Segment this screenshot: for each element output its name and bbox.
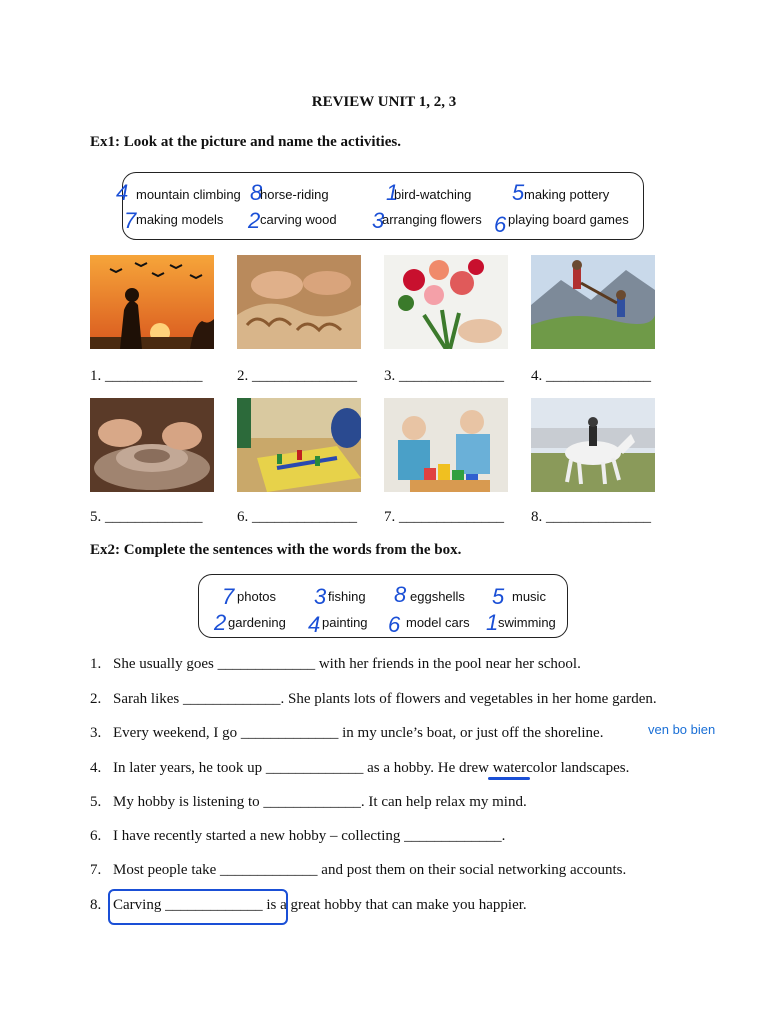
word-playing-board-games: playing board games xyxy=(508,212,629,227)
photo-making-pottery xyxy=(90,398,214,492)
answer-line-5[interactable]: 5. _____________ xyxy=(90,509,203,525)
word-horse-riding: horse-riding xyxy=(260,187,329,202)
photo-carving-wood xyxy=(237,255,361,349)
word-making-pottery: making pottery xyxy=(524,187,610,202)
handwritten-note: ven bo bien xyxy=(648,722,716,737)
sentence-number: 8. xyxy=(90,897,102,913)
handwritten-circle xyxy=(108,889,288,925)
ex2-heading: Ex2: Complete the sentences with the words from the box. xyxy=(90,542,462,558)
handwritten-number: 1 xyxy=(386,180,399,205)
handwritten-number: 2 xyxy=(214,610,227,635)
photo-playing-board-games xyxy=(237,398,361,492)
word-swimming: swimming xyxy=(498,615,556,630)
sentence-2 xyxy=(90,691,657,708)
sentence-4 xyxy=(90,760,629,777)
answer-line-8[interactable]: 8. ______________ xyxy=(531,509,651,525)
photo-arranging-flowers xyxy=(384,255,508,349)
answer-line-4[interactable]: 4. ______________ xyxy=(531,368,651,384)
handwritten-number: 4 xyxy=(116,180,129,205)
word-fishing: fishing xyxy=(328,589,366,604)
sentence-text: My hobby is listening to _____________. It can help relax my mind. xyxy=(113,794,527,810)
sentence-5 xyxy=(90,794,527,811)
handwritten-underline xyxy=(488,777,530,780)
handwritten-number: 4 xyxy=(308,612,321,637)
sentence-number: 6. xyxy=(90,828,102,844)
sentence-text: Sarah likes _____________. She plants lots of flowers and vegetables in her home garden. xyxy=(113,691,657,707)
word-carving-wood: carving wood xyxy=(260,212,337,227)
photo-horse-riding xyxy=(531,398,655,492)
word-arranging-flowers: arranging flowers xyxy=(382,212,482,227)
word-music: music xyxy=(512,589,546,604)
sentence-text: In later years, he took up _____________ as a hobby. He drew watercolor landscapes. xyxy=(113,760,630,776)
sentence-6 xyxy=(90,828,505,845)
answer-line-2[interactable]: 2. ______________ xyxy=(237,368,357,384)
word-making-models: making models xyxy=(136,212,224,227)
word-eggshells: eggshells xyxy=(410,589,465,604)
word-gardening: gardening xyxy=(228,615,286,630)
word-photos: photos xyxy=(237,589,277,604)
sentence-number: 4. xyxy=(90,760,102,776)
handwritten-number: 6 xyxy=(494,212,507,237)
handwritten-number: 1 xyxy=(486,610,499,635)
sentence-3 xyxy=(90,725,603,742)
sentence-number: 3. xyxy=(90,725,102,741)
sentence-text: Carving _____________ is a great hobby that can make you happier. xyxy=(113,897,527,913)
handwritten-number: 7 xyxy=(222,584,235,609)
sentence-number: 7. xyxy=(90,862,102,878)
answer-line-7[interactable]: 7. ______________ xyxy=(384,509,504,525)
answer-line-3[interactable]: 3. ______________ xyxy=(384,368,504,384)
handwritten-number: 7 xyxy=(124,208,137,233)
handwritten-number: 5 xyxy=(512,180,525,205)
sentence-text: Every weekend, I go _____________ in my uncle’s boat, or just off the shoreline. xyxy=(113,725,604,741)
sentence-number: 1. xyxy=(90,656,102,672)
handwritten-number: 8 xyxy=(250,180,263,205)
photo-making-models xyxy=(384,398,508,492)
handwritten-number: 3 xyxy=(372,208,385,233)
handwritten-number: 3 xyxy=(314,584,327,609)
word-painting: painting xyxy=(322,615,368,630)
handwritten-number: 2 xyxy=(248,208,261,233)
sentence-text: She usually goes _____________ with her friends in the pool near her school. xyxy=(113,656,581,672)
ex1-heading: Ex1: Look at the picture and name the activities. xyxy=(90,134,401,150)
page-title: REVIEW UNIT 1, 2, 3 xyxy=(311,94,457,110)
sentence-number: 2. xyxy=(90,691,102,707)
answer-line-6[interactable]: 6. ______________ xyxy=(237,509,357,525)
photo-bird-watching xyxy=(90,255,214,349)
sentence-1 xyxy=(90,656,581,673)
word-model-cars: model cars xyxy=(406,615,470,630)
handwritten-number: 5 xyxy=(492,584,505,609)
sentence-text: Most people take _____________ and post them on their social networking accounts. xyxy=(113,862,627,878)
word-mountain-climbing: mountain climbing xyxy=(136,187,241,202)
handwritten-number: 6 xyxy=(388,612,401,637)
sentence-7 xyxy=(90,862,626,879)
word-bird-watching: bird-watching xyxy=(394,187,472,202)
sentence-number: 5. xyxy=(90,794,102,810)
photo-mountain-climbing xyxy=(531,255,655,349)
answer-line-1[interactable]: 1. _____________ xyxy=(90,368,203,384)
sentence-text: I have recently started a new hobby – collecting _____________. xyxy=(113,828,506,844)
handwritten-number: 8 xyxy=(394,582,407,607)
